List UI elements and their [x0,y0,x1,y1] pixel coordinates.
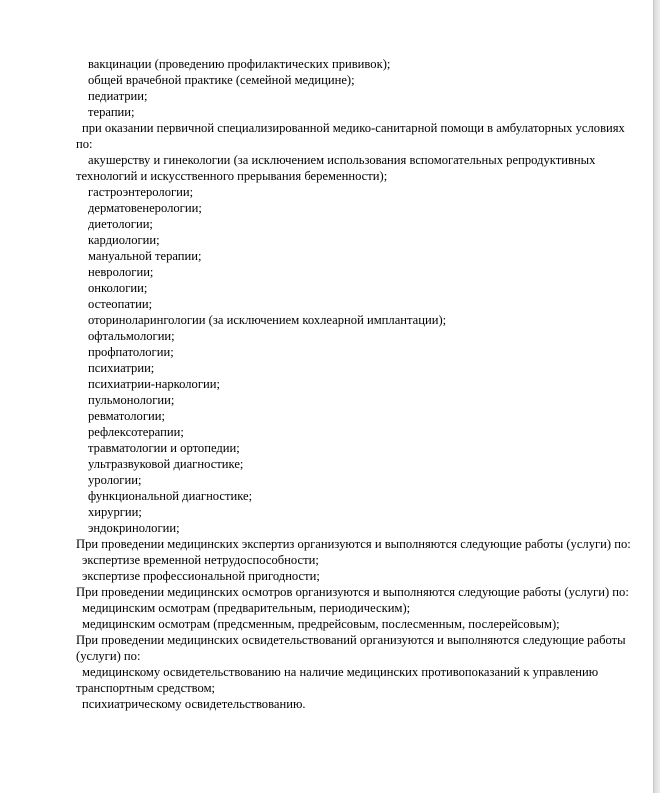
list-item: ультразвуковой диагностике; [88,457,244,471]
list-item: медицинским осмотрам (предварительным, периодическим); [82,601,411,615]
list-item: гастроэнтерологии; [88,185,194,199]
list-item: офтальмологии; [88,329,175,343]
list-item: вакцинации (проведению профилактических прививок); [88,57,391,71]
section-paragraph: При проведении медицинских освидетельствований организуются и выполняются следующие работы (услуги) по: [76,633,629,663]
list-item: педиатрии; [88,89,148,103]
list-item: остеопатии; [88,297,153,311]
list-item: онкологии; [88,281,148,295]
list-item: экспертизе временной нетрудоспособности; [82,553,319,567]
list-item: функциональной диагностике; [88,489,253,503]
list-item: ревматологии; [88,409,165,423]
section-paragraph: При проведении медицинских осмотров организуются и выполняются следующие работы (услуги) по: [76,585,629,599]
list-item: диетологии; [88,217,153,231]
list-item: мануальной терапии; [88,249,202,263]
list-item: травматологии и ортопедии; [88,441,240,455]
document-body [76,56,632,712]
list-item: экспертизе профессиональной пригодности; [82,569,320,583]
list-item: хирургии; [88,505,142,519]
list-item: урологии; [88,473,142,487]
list-item: акушерству и гинекологии (за исключением использования вспомогательных репродуктивных технологий и искусственного прерывания беременности); [76,153,599,183]
section-paragraph: при оказании первичной специализированной медико-санитарной помощи в амбулаторных условиях по: [76,121,628,151]
list-item: психиатрическому освидетельствованию. [82,697,306,711]
list-item: медицинскому освидетельствованию на наличие медицинских противопоказаний к управлению транспортным средством; [76,665,602,695]
list-item: психиатрии; [88,361,155,375]
list-item: медицинским осмотрам (предсменным, предрейсовым, послесменным, послерейсовым); [82,617,560,631]
list-item: оториноларингологии (за исключением кохлеарной имплантации); [88,313,447,327]
list-item: общей врачебной практике (семейной медицине); [88,73,355,87]
list-item: эндокринологии; [88,521,180,535]
list-item: рефлексотерапии; [88,425,184,439]
list-item: психиатрии-наркологии; [88,377,220,391]
section-paragraph: При проведении медицинских экспертиз организуются и выполняются следующие работы (услуги) по: [76,537,631,551]
list-item: пульмонологии; [88,393,175,407]
list-item: неврологии; [88,265,154,279]
page-edge-shadow [653,0,660,793]
list-item: кардиологии; [88,233,160,247]
list-item: профпатологии; [88,345,174,359]
list-item: дерматовенерологии; [88,201,202,215]
list-item: терапии; [88,105,135,119]
